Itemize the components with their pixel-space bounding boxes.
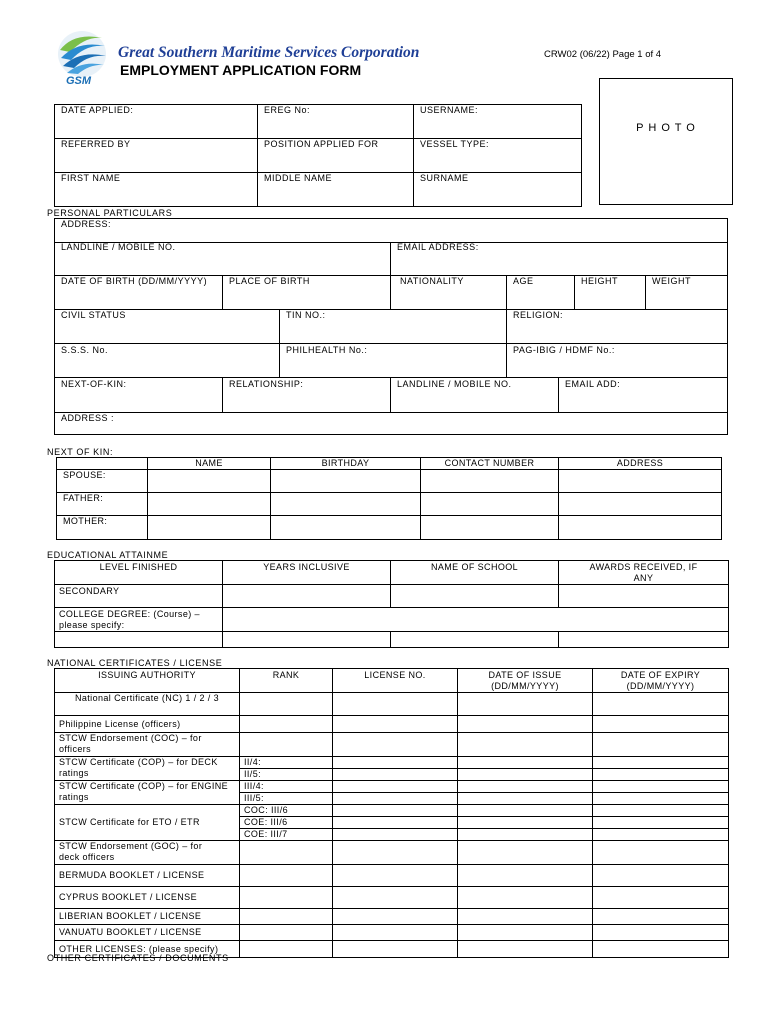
sss-no-field[interactable]: S.S.S. No. [61, 345, 109, 355]
table-row [55, 805, 729, 817]
row-label: LIBERIAN BOOKLET / LICENSE [55, 909, 240, 925]
date-of-birth-field[interactable]: DATE OF BIRTH (DD/MM/YYYY) [61, 276, 208, 286]
top-fields-box [54, 104, 582, 207]
row-label: SPOUSE: [57, 470, 148, 493]
row-label: National Certificate (NC) 1 / 2 / 3 [55, 693, 240, 716]
divider [506, 309, 507, 377]
table-cell[interactable] [148, 493, 271, 516]
row-label: STCW Certificate (COP) – for ENGINE ratings [55, 781, 240, 805]
pagibig-no-field[interactable]: PAG-IBIG / HDMF No.: [513, 345, 615, 355]
table-row [55, 887, 729, 909]
divider [222, 275, 223, 309]
row-label: STCW Endorsement (GOC) – for deck officers [55, 841, 240, 865]
place-of-birth-field[interactable]: PLACE OF BIRTH [229, 276, 310, 286]
table-cell[interactable] [223, 585, 391, 608]
row-label: CYPRUS BOOKLET / LICENSE [55, 887, 240, 909]
table-row [55, 781, 729, 793]
table-cell[interactable] [593, 716, 729, 733]
row-label: STCW Certificate for ETO / ETR [55, 805, 240, 841]
table-cell[interactable] [593, 693, 729, 716]
date-applied-field[interactable]: DATE APPLIED: [61, 105, 134, 115]
table-header-cell: AWARDS RECEIVED, IF ANY [559, 561, 729, 585]
table-cell[interactable] [271, 516, 421, 540]
table-cell[interactable] [333, 757, 458, 769]
surname-field[interactable]: SURNAME [420, 173, 469, 183]
table-cell[interactable] [421, 470, 559, 493]
table-cell[interactable] [391, 632, 559, 648]
table-cell[interactable] [333, 693, 458, 716]
table-cell[interactable] [458, 793, 593, 805]
divider [390, 275, 391, 309]
rank-cell[interactable]: II/4: [240, 757, 333, 769]
table-cell[interactable] [333, 865, 458, 887]
height-field[interactable]: HEIGHT [581, 276, 619, 286]
table-cell[interactable] [458, 817, 593, 829]
table-row [55, 693, 729, 716]
table-row [55, 632, 729, 648]
email-add-field[interactable]: EMAIL ADD: [565, 379, 621, 389]
photo-box[interactable] [599, 78, 733, 205]
table-cell[interactable] [458, 693, 593, 716]
table-header-cell: YEARS INCLUSIVE [223, 561, 391, 585]
middle-name-field[interactable]: MIDDLE NAME [264, 173, 333, 183]
table-cell[interactable] [333, 805, 458, 817]
table-row [55, 925, 729, 941]
table-row [55, 733, 729, 757]
table-cell[interactable] [593, 733, 729, 757]
next-of-kin-field[interactable]: NEXT-OF-KIN: [61, 379, 127, 389]
table-cell[interactable] [333, 925, 458, 941]
table-cell[interactable] [333, 941, 458, 958]
table-cell[interactable] [458, 829, 593, 841]
table-cell[interactable] [458, 887, 593, 909]
logo-text: GSM [66, 75, 92, 87]
landline-mobile-field[interactable]: LANDLINE / MOBILE NO. [61, 242, 176, 252]
table-cell[interactable] [593, 925, 729, 941]
divider [54, 412, 728, 413]
table-cell[interactable] [559, 516, 722, 540]
row-label: COLLEGE DEGREE: (Course) – please specify: [55, 608, 223, 632]
table-row [55, 585, 729, 608]
table-cell[interactable] [593, 757, 729, 769]
table-header-cell [57, 458, 148, 470]
table-cell[interactable] [148, 470, 271, 493]
table-cell[interactable] [240, 693, 333, 716]
table-cell[interactable] [458, 941, 593, 958]
table-cell[interactable] [458, 805, 593, 817]
row-label: FATHER: [57, 493, 148, 516]
kin-landline-field[interactable]: LANDLINE / MOBILE NO. [397, 379, 512, 389]
table-cell[interactable] [240, 941, 333, 958]
table-header-cell: RANK [240, 669, 333, 693]
philhealth-no-field[interactable]: PHILHEALTH No.: [286, 345, 368, 355]
rank-cell[interactable]: COE: III/7 [240, 829, 333, 841]
rank-cell[interactable]: COE: III/6 [240, 817, 333, 829]
section-education: EDUCATIONAL ATTAINME [47, 550, 169, 560]
religion-field[interactable]: RELIGION: [513, 310, 564, 320]
company-name: Great Southern Maritime Services Corporation [118, 44, 420, 61]
table-cell[interactable] [593, 887, 729, 909]
table-cell[interactable] [593, 805, 729, 817]
table-cell[interactable] [333, 769, 458, 781]
company-logo [56, 28, 108, 90]
first-name-field[interactable]: FIRST NAME [61, 173, 121, 183]
table-cell[interactable] [223, 632, 391, 648]
table-row [57, 493, 722, 516]
table-cell[interactable] [333, 909, 458, 925]
table-cell[interactable] [333, 887, 458, 909]
divider [54, 309, 728, 310]
row-label: MOTHER: [57, 516, 148, 540]
table-cell[interactable] [240, 909, 333, 925]
weight-field[interactable]: WEIGHT [652, 276, 691, 286]
table-cell[interactable] [240, 925, 333, 941]
address-field[interactable]: ADDRESS: [61, 219, 112, 229]
row-label: OTHER LICENSES: (please specify) [55, 941, 240, 958]
table-header-cell: NAME [148, 458, 271, 470]
table-cell[interactable] [240, 865, 333, 887]
divider [645, 275, 646, 309]
table-row [55, 716, 729, 733]
table-header-cell: NAME OF SCHOOL [391, 561, 559, 585]
table-row [57, 470, 722, 493]
table-cell[interactable] [458, 925, 593, 941]
rank-cell[interactable]: COC: III/6 [240, 805, 333, 817]
rank-cell[interactable]: III/4: [240, 781, 333, 793]
table-cell[interactable] [391, 585, 559, 608]
table-cell[interactable] [421, 516, 559, 540]
row-label: STCW Certificate (COP) – for DECK ratings [55, 757, 240, 781]
section-personal: PERSONAL PARTICULARS [47, 208, 173, 218]
table-cell[interactable] [240, 887, 333, 909]
next-of-kin-table [56, 457, 722, 540]
row-label: VANUATU BOOKLET / LICENSE [55, 925, 240, 941]
divider [413, 104, 414, 207]
table-cell[interactable] [55, 632, 223, 648]
table-cell[interactable] [271, 493, 421, 516]
section-other-certificates: OTHER CERTIFICATES / DOCUMENTS [47, 953, 229, 963]
position-applied-field[interactable]: POSITION APPLIED FOR [264, 139, 379, 149]
username-field[interactable]: USERNAME: [420, 105, 479, 115]
divider [222, 377, 223, 412]
table-cell[interactable] [458, 865, 593, 887]
table-cell[interactable] [333, 841, 458, 865]
divider [257, 104, 258, 207]
table-cell[interactable] [593, 865, 729, 887]
table-cell[interactable] [593, 817, 729, 829]
table-cell[interactable] [333, 733, 458, 757]
age-field[interactable]: AGE [513, 276, 534, 286]
row-label: SECONDARY [55, 585, 223, 608]
tin-no-field[interactable]: TIN NO.: [286, 310, 326, 320]
table-cell[interactable] [240, 716, 333, 733]
section-certificates: NATIONAL CERTIFICATES / LICENSE [47, 658, 223, 668]
table-cell[interactable] [240, 733, 333, 757]
relationship-field[interactable]: RELATIONSHIP: [229, 379, 304, 389]
divider [390, 242, 391, 275]
table-row [55, 757, 729, 769]
table-cell[interactable] [271, 470, 421, 493]
table-cell[interactable] [458, 769, 593, 781]
table-cell[interactable] [559, 493, 722, 516]
photo-label: P H O T O [636, 122, 696, 134]
table-cell[interactable] [458, 733, 593, 757]
civil-status-field[interactable]: CIVIL STATUS [61, 310, 126, 320]
table-cell[interactable] [458, 757, 593, 769]
table-cell[interactable] [593, 829, 729, 841]
table-cell[interactable] [333, 781, 458, 793]
kin-address-field[interactable]: ADDRESS : [61, 413, 115, 423]
email-address-field[interactable]: EMAIL ADDRESS: [397, 242, 479, 252]
form-code: CRW02 (06/22) Page 1 of 4 [544, 49, 662, 60]
table-header-cell: LEVEL FINISHED [55, 561, 223, 585]
nationality-field[interactable]: NATIONALITY [400, 276, 464, 286]
table-cell[interactable] [333, 793, 458, 805]
table-cell[interactable] [333, 829, 458, 841]
row-label: STCW Endorsement (COC) – for officers [55, 733, 240, 757]
table-header-cell: CONTACT NUMBER [421, 458, 559, 470]
table-cell[interactable] [593, 769, 729, 781]
certificates-table [54, 668, 729, 958]
form-title: EMPLOYMENT APPLICATION FORM [120, 62, 362, 78]
table-cell[interactable] [458, 716, 593, 733]
table-cell[interactable] [593, 841, 729, 865]
table-cell[interactable] [593, 793, 729, 805]
row-label: Philippine License (officers) [55, 716, 240, 733]
table-cell[interactable] [559, 470, 722, 493]
table-cell[interactable] [333, 716, 458, 733]
table-cell[interactable] [333, 817, 458, 829]
divider [54, 343, 728, 344]
table-cell[interactable] [148, 516, 271, 540]
table-header-cell: DATE OF ISSUE (DD/MM/YYYY) [458, 669, 593, 693]
table-row [55, 608, 729, 632]
table-row [57, 516, 722, 540]
table-cell[interactable] [240, 841, 333, 865]
table-cell[interactable] [593, 941, 729, 958]
divider [558, 377, 559, 412]
table-cell[interactable] [223, 608, 729, 632]
table-header-cell: ADDRESS [559, 458, 722, 470]
table-cell[interactable] [458, 909, 593, 925]
table-row [55, 841, 729, 865]
table-row [55, 909, 729, 925]
table-header-cell: ISSUING AUTHORITY [55, 669, 240, 693]
table-cell[interactable] [593, 781, 729, 793]
divider [279, 309, 280, 377]
referred-by-field[interactable]: REFERRED BY [61, 139, 131, 149]
table-cell[interactable] [458, 841, 593, 865]
table-row [55, 865, 729, 887]
table-cell[interactable] [421, 493, 559, 516]
divider [54, 377, 728, 378]
table-cell[interactable] [559, 632, 729, 648]
table-cell[interactable] [559, 585, 729, 608]
rank-cell[interactable]: II/5: [240, 769, 333, 781]
table-header-cell: LICENSE NO. [333, 669, 458, 693]
section-next-of-kin: NEXT OF KIN: [47, 447, 114, 457]
row-label: BERMUDA BOOKLET / LICENSE [55, 865, 240, 887]
divider [390, 377, 391, 412]
table-header-cell: DATE OF EXPIRY (DD/MM/YYYY) [593, 669, 729, 693]
divider [506, 275, 507, 309]
divider [574, 275, 575, 309]
education-table [54, 560, 729, 648]
table-cell[interactable] [593, 909, 729, 925]
table-header-cell: BIRTHDAY [271, 458, 421, 470]
ereg-no-field[interactable]: EREG No: [264, 105, 311, 115]
vessel-type-field[interactable]: VESSEL TYPE: [420, 139, 490, 149]
table-cell[interactable] [458, 781, 593, 793]
rank-cell[interactable]: III/5: [240, 793, 333, 805]
